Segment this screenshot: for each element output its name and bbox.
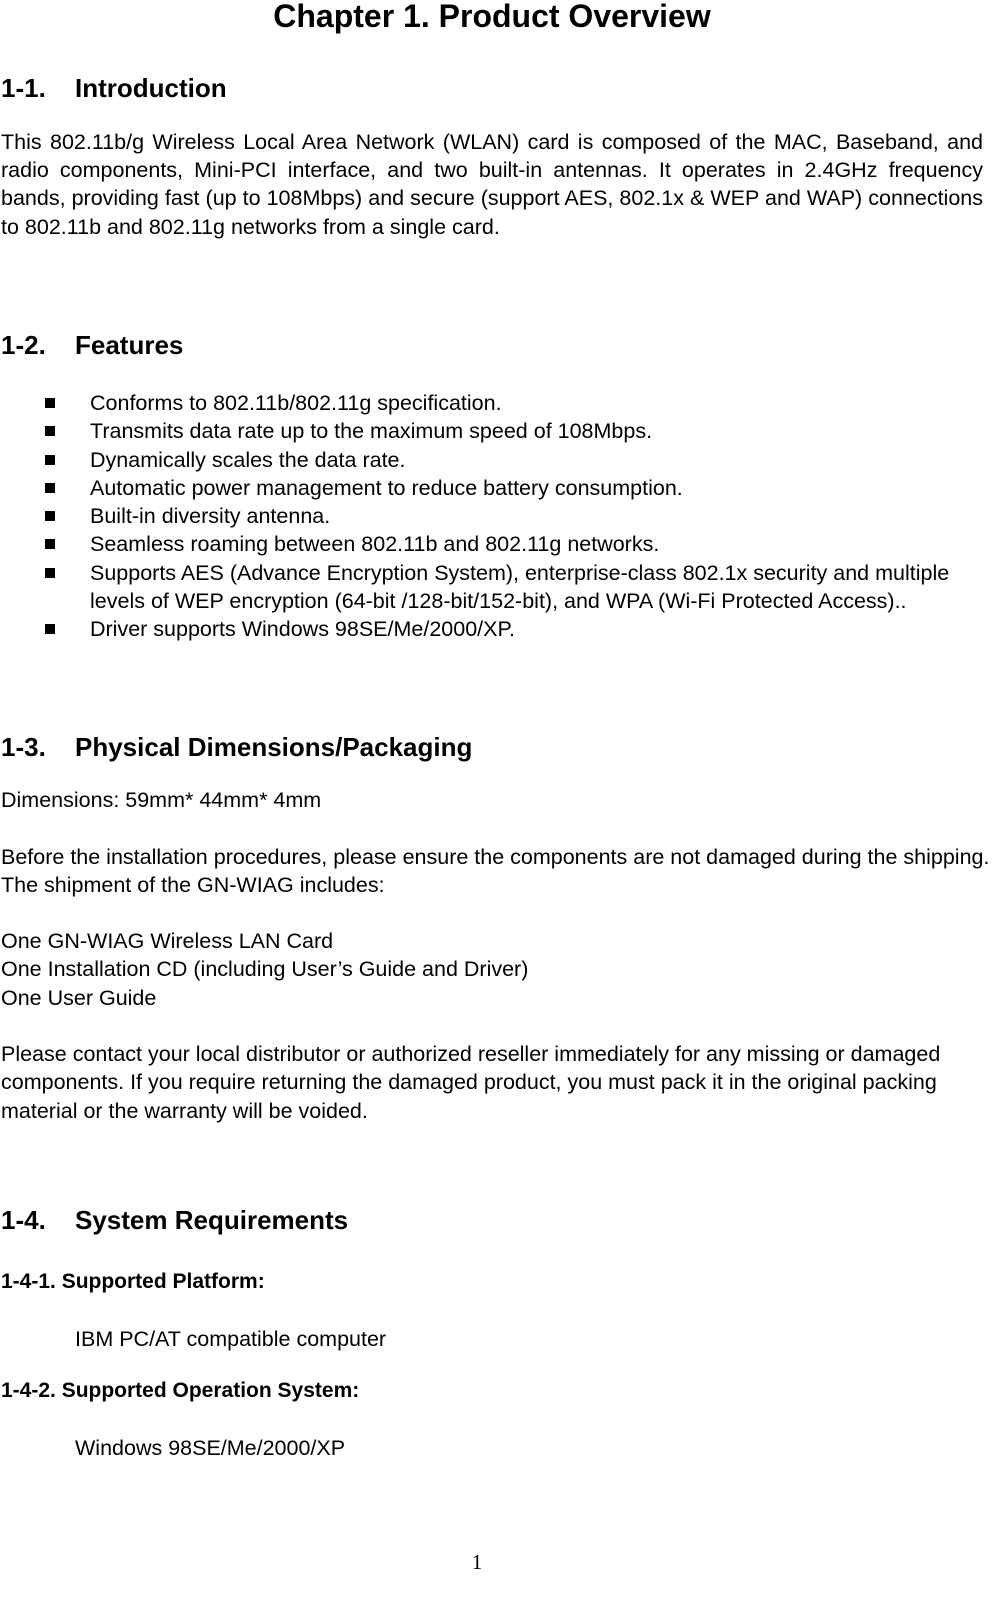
square-bullet-icon [45,568,55,578]
list-item-text: Built-in diversity antenna. [90,504,331,529]
section-heading-introduction [1,72,227,104]
square-bullet-icon [45,511,55,521]
square-bullet-icon [45,426,55,436]
introduction-paragraph: This 802.11b/g Wireless Local Area Network (WLAN) card is composed of the MAC, Baseband, and radio components, Mini-PCI interface, and two built-in antennas. It operates in 2.4GHz frequency bands, providing fast (up to 108Mbps) and secure (support AES, 802.1x & WEP and WAP) connections to 802.11b and 802.11g networks from a single card. [1,130,983,239]
platform-value: IBM PC/AT compatible computer [75,1327,387,1351]
features-list [45,389,985,644]
list-item [45,417,985,445]
section-number: 1-1. [1,73,46,103]
list-item [45,474,985,502]
package-content-item: One GN-WIAG Wireless LAN Card [1,929,334,953]
section-heading-features [1,329,183,361]
list-item [45,502,985,530]
square-bullet-icon [45,398,55,408]
packaging-intro-paragraph: Before the installation procedures, please ensure the components are not damaged during the shipping. The shipment of the GN-WIAG includes: [1,845,990,898]
section-title: Features [75,330,184,360]
section-number: 1-2. [1,330,46,360]
list-item-text: Seamless roaming between 802.11b and 802.11g networks. [90,532,660,557]
square-bullet-icon [45,455,55,465]
list-item [45,530,985,558]
list-item-text: Transmits data rate up to the maximum speed of 108Mbps. [90,419,653,444]
chapter-title: Chapter 1. Product Overview [273,0,711,34]
list-item [45,446,985,474]
list-item-text: Supports AES (Advance Encryption System), enterprise-class 802.1x security and multiple levels of WEP encryption (64-bit /128-bit/152-bit), and WPA (Wi-Fi Protected Access).. [90,560,950,614]
section-title: Introduction [75,73,227,103]
list-item [45,559,985,616]
list-item-text: Driver supports Windows 98SE/Me/2000/XP. [90,617,516,642]
section-number: 1-3. [1,732,46,762]
os-value: Windows 98SE/Me/2000/XP [75,1436,346,1460]
page-number: 1 [471,1550,483,1574]
section-title: Physical Dimensions/Packaging [75,732,473,762]
section-title: System Requirements [75,1205,349,1235]
list-item-text: Dynamically scales the data rate. [90,447,406,472]
square-bullet-icon [45,539,55,549]
list-item [45,389,985,417]
package-contents [1,927,991,1012]
packaging-note-paragraph: Please contact your local distributor or authorized reseller immediately for any missing or damaged components. If you require returning the damaged product, you must pack it in the original packing material or the warranty will be voided. [1,1042,941,1123]
list-item-text: Automatic power management to reduce battery consumption. [90,475,683,500]
square-bullet-icon [45,483,55,493]
subsection-heading-os: 1-4-2. Supported Operation System: [1,1379,360,1402]
section-number: 1-4. [1,1205,46,1235]
square-bullet-icon [45,624,55,634]
section-heading-requirements [1,1204,348,1236]
package-content-item: One User Guide [1,985,157,1010]
list-item-text: Conforms to 802.11b/802.11g specification. [90,391,502,415]
section-heading-packaging [1,731,472,763]
package-content-item: One Installation CD (including User’s Guide and Driver) [1,957,529,982]
list-item [45,615,985,643]
dimensions-text: Dimensions: 59mm* 44mm* 4mm [1,788,322,812]
subsection-heading-platform: 1-4-1. Supported Platform: [1,1270,265,1293]
